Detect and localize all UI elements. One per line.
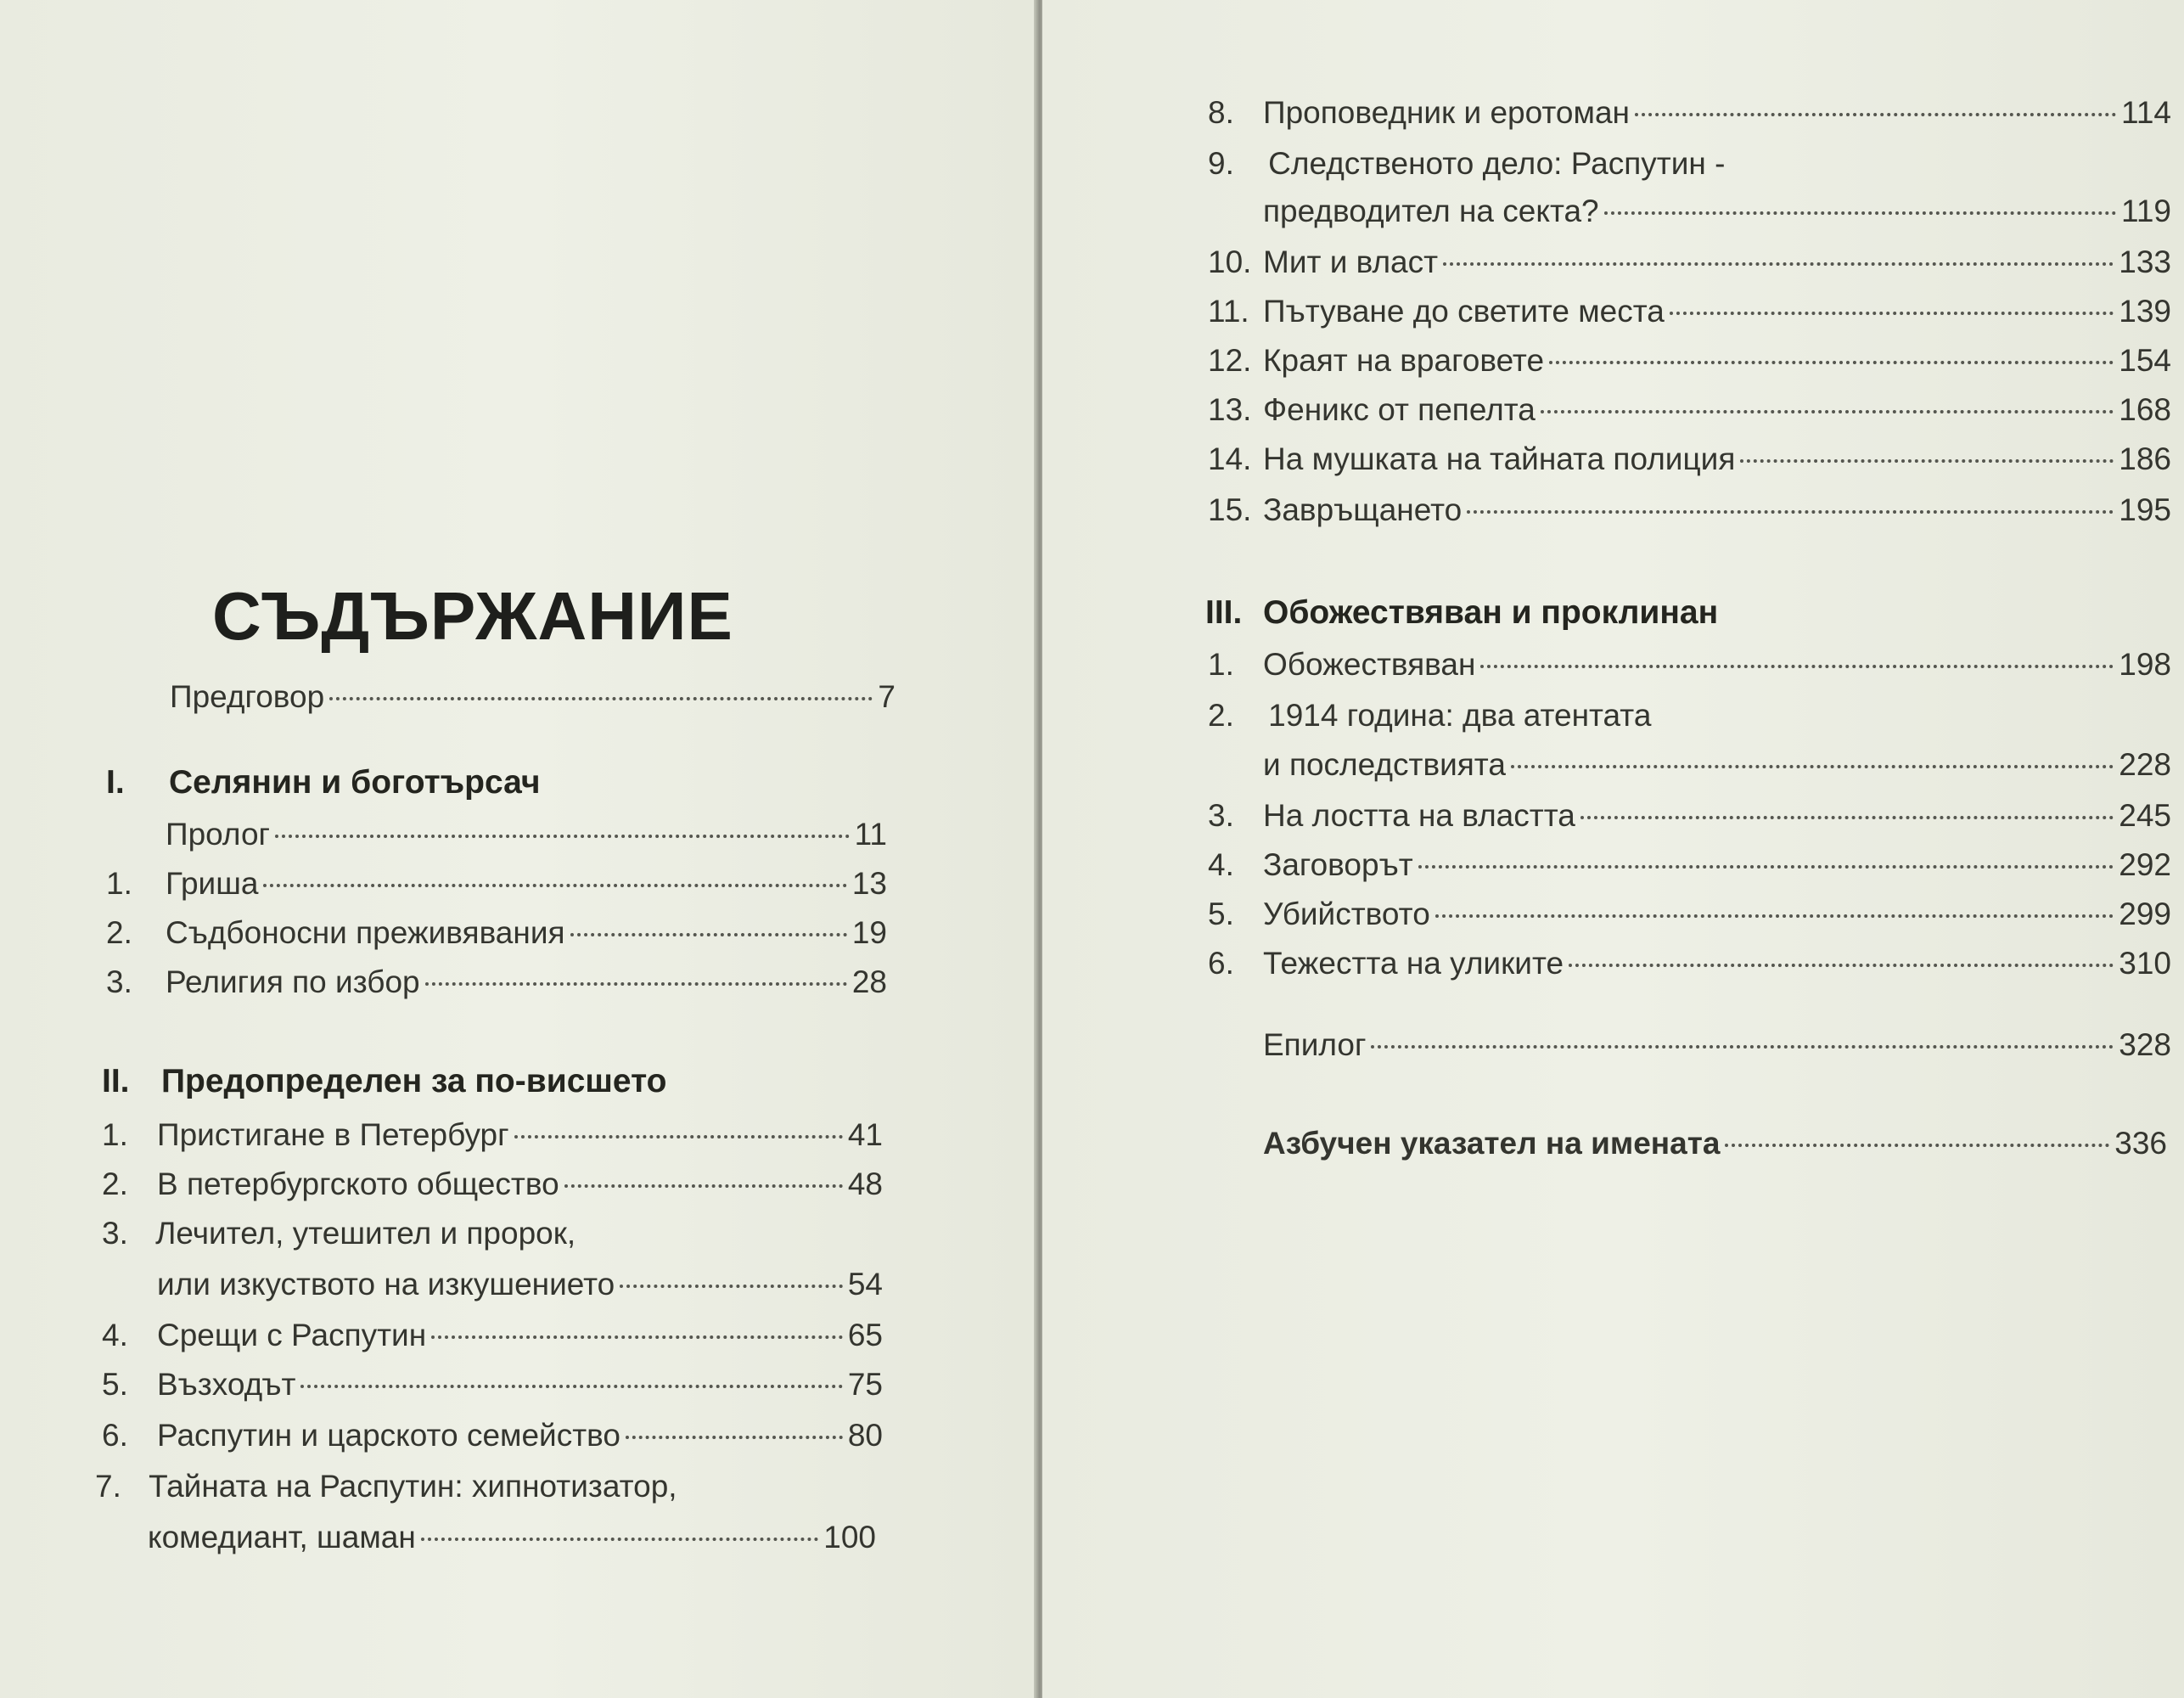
toc-entry: комедиант, шаман 100	[148, 1520, 876, 1555]
dot-leader	[1549, 361, 2114, 364]
toc-entry: 5. Възходът 75	[102, 1367, 883, 1402]
dot-leader	[1569, 964, 2114, 967]
toc-entry-index: Азбучен указател на имената 336	[1263, 1126, 2167, 1161]
page-title: СЪДЪРЖАНИЕ	[212, 578, 733, 654]
toc-entry: 8. Проповедник и еротоман 114	[1208, 95, 2171, 130]
toc-entry: 1. Гриша 13	[106, 866, 887, 901]
dot-leader	[1604, 211, 2116, 215]
dot-leader	[1635, 113, 2116, 116]
toc-entry-epilogue: Епилог 328	[1263, 1027, 2171, 1062]
section-heading-1: I. Селянин и боготърсач	[106, 764, 541, 801]
section-heading-2: II. Предопределен за по-висшето	[102, 1063, 667, 1099]
toc-entry: 13. Феникс от пепелта 168	[1208, 392, 2171, 427]
toc-entry: 3. Религия по избор 28	[106, 964, 887, 999]
dot-leader	[1541, 410, 2114, 413]
dot-leader	[1480, 665, 2114, 668]
toc-entry: 6. Распутин и царското семейство 80	[102, 1418, 883, 1453]
toc-entry: 4. Срещи с Распутин 65	[102, 1318, 883, 1352]
dot-leader	[514, 1135, 843, 1139]
dot-leader	[275, 835, 850, 838]
dot-leader	[564, 1184, 843, 1188]
dot-leader	[1435, 914, 2114, 918]
toc-entry: 6. Тежестта на уликите 310	[1208, 946, 2171, 981]
dot-leader	[570, 933, 847, 936]
left-page	[0, 0, 1041, 1698]
dot-leader	[1580, 816, 2114, 819]
dot-leader	[329, 697, 873, 700]
section-heading-3: III. Обожествяван и проклинан	[1205, 594, 1719, 631]
dot-leader	[1443, 262, 2114, 266]
toc-entry: 1. Пристигане в Петербург 41	[102, 1117, 883, 1152]
toc-entry: 4. Заговорът 292	[1208, 847, 2171, 882]
dot-leader	[1511, 765, 2114, 768]
toc-entry: 14. На мушката на тайната полиция 186	[1208, 441, 2171, 476]
toc-entry: 10. Мит и власт 133	[1208, 245, 2171, 279]
dot-leader	[421, 1538, 819, 1541]
dot-leader	[1670, 312, 2114, 315]
dot-leader	[1371, 1045, 2114, 1049]
toc-entry: или изкуството на изкушението 54	[157, 1267, 883, 1302]
dot-leader	[620, 1285, 843, 1288]
toc-entry: 2. Съдбоносни преживявания 19	[106, 915, 887, 950]
toc-entry-first-line: 9. Следственото дело: Распутин -	[1208, 146, 1726, 181]
toc-entry: 1. Обожествяван 198	[1208, 647, 2171, 682]
toc-entry: 12. Краят на враговете 154	[1208, 343, 2171, 378]
dot-leader	[263, 884, 846, 887]
right-page	[1042, 0, 2184, 1698]
dot-leader	[1725, 1144, 2109, 1147]
toc-entry-first-line: 7. Тайната на Распутин: хипнотизатор,	[95, 1469, 677, 1504]
toc-entry: 15. Завръщането 195	[1208, 492, 2171, 527]
dot-leader	[300, 1385, 842, 1388]
dot-leader	[1467, 510, 2114, 514]
toc-entry-first-line: 2. 1914 година: два атентата	[1208, 698, 1652, 733]
toc-entry-preface: Предговор 7	[170, 679, 895, 714]
toc-entry: 2. В петербургското общество 48	[102, 1167, 883, 1201]
dot-leader	[431, 1335, 843, 1339]
toc-entry-first-line: 3. Лечител, утешител и пророк,	[102, 1216, 576, 1251]
toc-entry: и последствията 228	[1263, 747, 2171, 782]
dot-leader	[1418, 865, 2114, 869]
toc-entry: предводител на секта? 119	[1263, 194, 2171, 228]
toc-entry: 5. Убийството 299	[1208, 897, 2171, 931]
toc-entry: 3. На лостта на властта 245	[1208, 798, 2171, 833]
toc-entry: 11. Пътуване до светите места 139	[1208, 294, 2171, 329]
dot-leader	[425, 982, 847, 986]
dot-leader	[1740, 459, 2114, 463]
dot-leader	[626, 1436, 843, 1439]
toc-entry: Пролог 11	[166, 817, 887, 852]
